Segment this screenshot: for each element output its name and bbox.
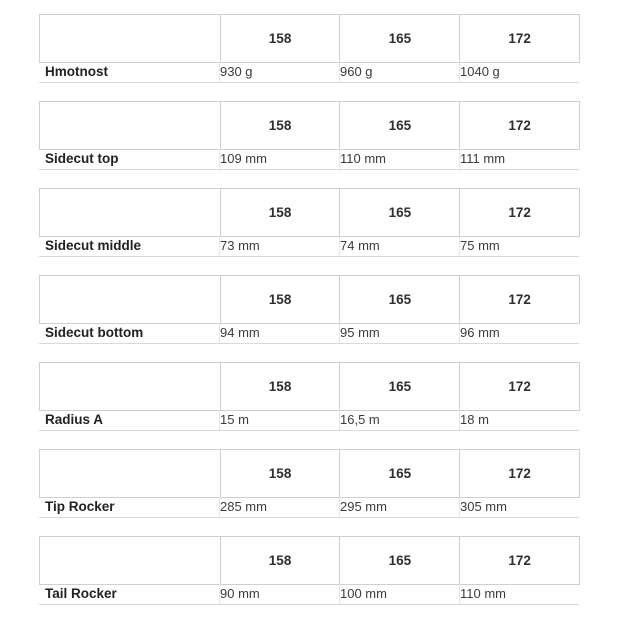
value-cell: 295 mm bbox=[339, 497, 459, 517]
size-header: 158 bbox=[220, 363, 340, 410]
size-header: 158 bbox=[220, 102, 340, 149]
value-cell: 95 mm bbox=[339, 323, 459, 343]
value-cell: 109 mm bbox=[219, 149, 339, 169]
value-cell: 960 g bbox=[339, 62, 459, 82]
size-header: 165 bbox=[339, 102, 459, 149]
header-empty-cell bbox=[40, 450, 220, 497]
size-header: 172 bbox=[459, 102, 579, 149]
size-header: 172 bbox=[459, 15, 579, 62]
value-cell: 75 mm bbox=[459, 236, 579, 256]
size-header: 165 bbox=[339, 450, 459, 497]
value-cell: 74 mm bbox=[339, 236, 459, 256]
size-header: 158 bbox=[220, 276, 340, 323]
size-header-row bbox=[39, 101, 580, 150]
row-label: Sidecut bottom bbox=[45, 325, 144, 340]
size-header: 158 bbox=[220, 15, 340, 62]
size-header: 172 bbox=[459, 189, 579, 236]
value-row bbox=[39, 62, 579, 83]
header-empty-cell bbox=[40, 102, 220, 149]
size-header: 165 bbox=[339, 537, 459, 584]
row-label: Tail Rocker bbox=[45, 586, 117, 601]
value-row bbox=[39, 584, 579, 605]
header-empty-cell bbox=[40, 15, 220, 62]
value-cell: 110 mm bbox=[339, 149, 459, 169]
size-header: 165 bbox=[339, 276, 459, 323]
row-label: Sidecut middle bbox=[45, 238, 142, 253]
value-row bbox=[39, 497, 579, 518]
spec-table-hmotnost bbox=[39, 14, 580, 83]
size-header: 172 bbox=[459, 363, 579, 410]
value-row bbox=[39, 236, 579, 257]
row-label: Radius A bbox=[45, 412, 104, 427]
size-header-row bbox=[39, 188, 580, 237]
size-header-row bbox=[39, 14, 580, 63]
size-header: 165 bbox=[339, 363, 459, 410]
value-cell: 930 g bbox=[219, 62, 339, 82]
row-label: Hmotnost bbox=[45, 64, 108, 79]
value-row bbox=[39, 410, 579, 431]
size-header: 172 bbox=[459, 276, 579, 323]
size-header: 158 bbox=[220, 450, 340, 497]
size-header: 165 bbox=[339, 189, 459, 236]
value-cell: 285 mm bbox=[219, 497, 339, 517]
value-cell: 305 mm bbox=[459, 497, 579, 517]
size-header: 158 bbox=[220, 537, 340, 584]
value-cell: 111 mm bbox=[459, 149, 579, 169]
value-row bbox=[39, 149, 579, 170]
value-cell: 110 mm bbox=[459, 584, 579, 604]
header-empty-cell bbox=[40, 537, 220, 584]
row-label: Tip Rocker bbox=[45, 499, 115, 514]
value-cell: 100 mm bbox=[339, 584, 459, 604]
size-header: 158 bbox=[220, 189, 340, 236]
value-cell: 73 mm bbox=[219, 236, 339, 256]
header-empty-cell bbox=[40, 189, 220, 236]
value-cell: 96 mm bbox=[459, 323, 579, 343]
size-header-row bbox=[39, 536, 580, 585]
value-cell: 90 mm bbox=[219, 584, 339, 604]
value-row bbox=[39, 323, 579, 344]
value-cell: 15 m bbox=[219, 410, 339, 430]
size-header: 165 bbox=[339, 15, 459, 62]
spec-table-sidecut-top bbox=[39, 101, 580, 170]
size-header: 172 bbox=[459, 537, 579, 584]
size-header: 172 bbox=[459, 450, 579, 497]
size-header-row bbox=[39, 275, 580, 324]
value-cell: 18 m bbox=[459, 410, 579, 430]
value-cell: 94 mm bbox=[219, 323, 339, 343]
header-empty-cell bbox=[40, 363, 220, 410]
spec-table-tail-rocker bbox=[39, 536, 580, 605]
value-cell: 16,5 m bbox=[339, 410, 459, 430]
spec-table-sidecut-middle bbox=[39, 188, 580, 257]
header-empty-cell bbox=[40, 276, 220, 323]
size-header-row bbox=[39, 362, 580, 411]
size-header-row bbox=[39, 449, 580, 498]
value-cell: 1040 g bbox=[459, 62, 579, 82]
spec-table-radius-a bbox=[39, 362, 580, 431]
row-label: Sidecut top bbox=[45, 151, 119, 166]
spec-table-sidecut-bottom bbox=[39, 275, 580, 344]
spec-table-tip-rocker bbox=[39, 449, 580, 518]
